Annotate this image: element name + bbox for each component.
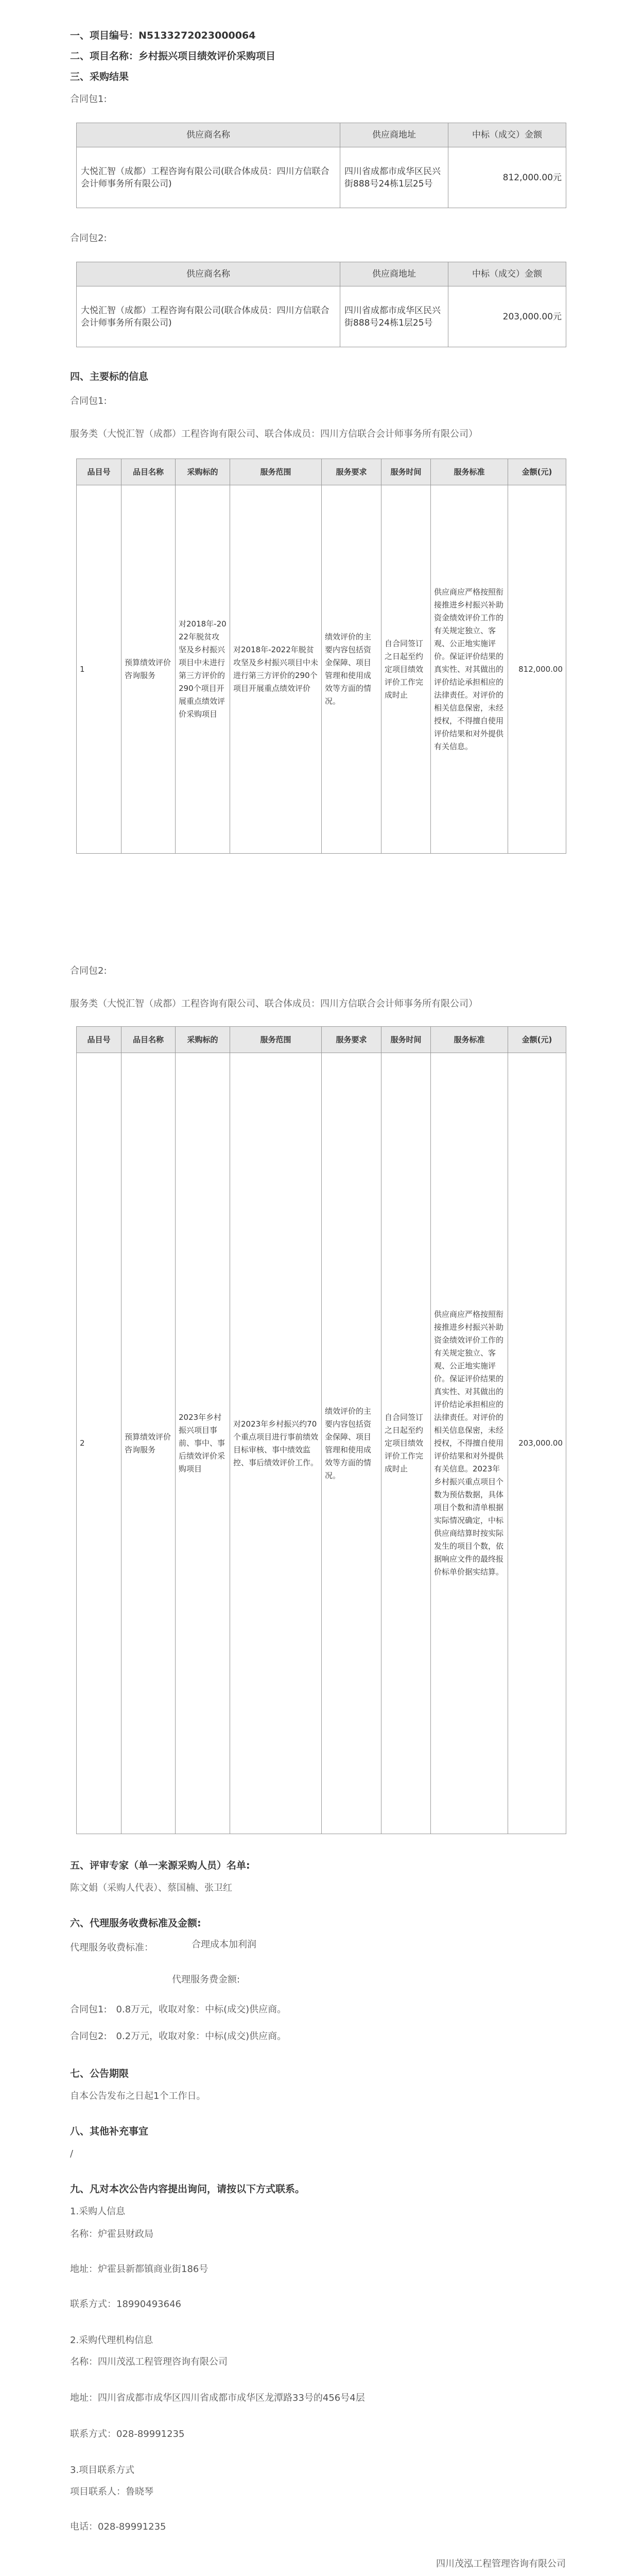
project-contact-person: 项目联系人：鲁晓琴 bbox=[70, 2486, 153, 2497]
agency-address: 地址：四川省成都市成华区四川省成都市成华区龙潭路33号的456号4层 bbox=[70, 2393, 365, 2403]
project-number-line bbox=[70, 29, 255, 42]
purchaser-address: 地址：炉霍县新都镇商业街186号 bbox=[70, 2264, 208, 2275]
header-procurement-object: 采购标的 bbox=[176, 1027, 230, 1053]
target-service-line-2: 服务类（大悦汇智（成都）工程咨询有限公司、联合体成员：四川方信联合会计师事务所有限公司） bbox=[70, 998, 478, 1009]
section-title-other: 八、其他补充事宜 bbox=[70, 2126, 149, 2137]
agency-title: 2.采购代理机构信息 bbox=[70, 2335, 153, 2346]
header-procurement-object: 采购标的 bbox=[176, 459, 230, 485]
fee-package-1: 合同包1: 0.8万元，收取对象：中标(成交)供应商。 bbox=[70, 2004, 287, 2015]
target-table-header bbox=[77, 1027, 566, 1053]
result-row bbox=[77, 147, 566, 208]
purchaser-phone: 联系方式：18990493646 bbox=[70, 2299, 181, 2310]
project-name-line bbox=[70, 49, 275, 63]
result-table-header bbox=[77, 262, 566, 286]
header-item-name: 品目名称 bbox=[121, 1027, 176, 1053]
fee-standard-label: 代理服务收费标准： bbox=[70, 1942, 153, 1953]
supplier-name: 大悦汇智（成都）工程咨询有限公司(联合体成员：四川方信联合会计师事务所有限公司) bbox=[77, 147, 340, 208]
result-table-package-2 bbox=[76, 262, 566, 347]
fee-standard-value: 合理成本加利润 bbox=[192, 1939, 256, 1950]
experts-list: 陈文娟（采购人代表）、蔡国楠、张卫红 bbox=[70, 1883, 232, 1893]
header-service-requirement: 服务要求 bbox=[322, 459, 381, 485]
signature-org: 四川茂泓工程管理咨询有限公司 bbox=[436, 2558, 566, 2569]
project-number-label: 一、项目编号： bbox=[70, 30, 139, 41]
header-supplier-name: 供应商名称 bbox=[77, 262, 340, 286]
section-title-notice-period: 七、公告期限 bbox=[70, 2068, 129, 2079]
target-row bbox=[77, 485, 566, 854]
target-package-1-label: 合同包1: bbox=[70, 396, 107, 406]
header-service-scope: 服务范围 bbox=[230, 1027, 322, 1053]
header-item-no: 品目号 bbox=[77, 1027, 121, 1053]
target-package-2-label: 合同包2: bbox=[70, 965, 107, 976]
header-supplier-name: 供应商名称 bbox=[77, 123, 340, 147]
result-table-package-1 bbox=[76, 123, 566, 208]
supplier-address: 四川省成都市成华区民兴街888号24栋1层25号 bbox=[340, 147, 448, 208]
item-time: 自合同签订之日起至约定项目绩效评价工作完成时止 bbox=[381, 485, 431, 854]
purchaser-title: 1.采购人信息 bbox=[70, 2206, 126, 2217]
item-requirement: 绩效评价的主要内容包括资金保障、项目管理和使用成效等方面的情况。 bbox=[322, 1053, 381, 1834]
item-object: 对2018年-2022年脱贫攻坚及乡村振兴项目中未进行第三方评价的290个项目开展重点绩效评价采购项目 bbox=[176, 485, 230, 854]
purchaser-name: 名称：炉霍县财政局 bbox=[70, 2229, 153, 2240]
item-amount: 203,000.00 bbox=[508, 1053, 566, 1834]
section-title-results: 三、采购结果 bbox=[70, 71, 129, 82]
header-amount: 金额(元) bbox=[508, 1027, 566, 1053]
item-time: 自合同签订之日起至约定项目绩效评价工作完成时止 bbox=[381, 1053, 431, 1834]
item-category: 预算绩效评价咨询服务 bbox=[121, 1053, 176, 1834]
header-award-amount: 中标（成交）金额 bbox=[448, 262, 566, 286]
supplier-name: 大悦汇智（成都）工程咨询有限公司(联合体成员：四川方信联合会计师事务所有限公司) bbox=[77, 286, 340, 347]
item-requirement: 绩效评价的主要内容包括资金保障、项目管理和使用成效等方面的情况。 bbox=[322, 485, 381, 854]
project-contact-phone: 电话：028-89991235 bbox=[70, 2521, 166, 2532]
header-item-name: 品目名称 bbox=[121, 459, 176, 485]
header-supplier-address: 供应商地址 bbox=[340, 123, 448, 147]
target-table-package-2 bbox=[76, 1026, 566, 1834]
header-award-amount: 中标（成交）金额 bbox=[448, 123, 566, 147]
item-scope: 对2018年-2022年脱贫攻坚及乡村振兴项目中未进行第三方评价的290个项目开展重点绩效评价 bbox=[230, 485, 322, 854]
header-service-scope: 服务范围 bbox=[230, 459, 322, 485]
header-supplier-address: 供应商地址 bbox=[340, 262, 448, 286]
section-title-experts: 五、评审专家（单一来源采购人员）名单: bbox=[70, 1860, 250, 1871]
target-table-header bbox=[77, 459, 566, 485]
section-title-targets: 四、主要标的信息 bbox=[70, 371, 149, 382]
item-no: 1 bbox=[77, 485, 121, 854]
item-category: 预算绩效评价咨询服务 bbox=[121, 485, 176, 854]
notice-period: 自本公告发布之日起1个工作日。 bbox=[70, 2091, 206, 2102]
item-standard: 供应商应严格按照衔接推进乡村振兴补助资金绩效评价工作的有关规定独立、客观、公正地实施评价。保证评价结果的真实性、对其做出的评价结论承担相应的法律责任。对评价的相关信息保密，未经授权，不得擅自使用评价结果和对外提供有关信息。2023年乡村振兴重点项目个数为预估数据，具体项目个数和清单根据实际情况确定，中标供应商结算时按实际发生的项目个数，依据响应文件的最终报价标单价据实结算。 bbox=[431, 1053, 508, 1834]
section-title-contacts: 九、凡对本次公告内容提出询问，请按以下方式联系。 bbox=[70, 2183, 305, 2195]
item-standard: 供应商应严格按照衔接推进乡村振兴补助资金绩效评价工作的有关规定独立、客观、公正地实施评价。保证评价结果的真实性、对其做出的评价结论承担相应的法律责任。对评价的相关信息保密，未经授权，不得擅自使用评价结果和对外提供有关信息。 bbox=[431, 485, 508, 854]
target-service-line-1: 服务类（大悦汇智（成都）工程咨询有限公司、联合体成员：四川方信联合会计师事务所有限公司） bbox=[70, 429, 478, 439]
target-row bbox=[77, 1053, 566, 1834]
result-row bbox=[77, 286, 566, 347]
project-name-label: 二、项目名称： bbox=[70, 50, 139, 62]
header-item-no: 品目号 bbox=[77, 459, 121, 485]
target-table-package-1 bbox=[76, 459, 566, 854]
fee-package-2: 合同包2: 0.2万元，收取对象：中标(成交)供应商。 bbox=[70, 2031, 287, 2042]
award-amount: 812,000.00元 bbox=[448, 147, 566, 208]
item-amount: 812,000.00 bbox=[508, 485, 566, 854]
fee-amount-label: 代理服务费金额: bbox=[172, 1974, 240, 1985]
result-table-header bbox=[77, 123, 566, 147]
item-no: 2 bbox=[77, 1053, 121, 1834]
header-service-standard: 服务标准 bbox=[431, 459, 508, 485]
header-service-time: 服务时间 bbox=[381, 459, 431, 485]
project-number-value: N5133272023000064 bbox=[138, 30, 256, 41]
header-service-time: 服务时间 bbox=[381, 1027, 431, 1053]
supplier-address: 四川省成都市成华区民兴街888号24栋1层25号 bbox=[340, 286, 448, 347]
other-matters: / bbox=[70, 2148, 74, 2159]
header-service-requirement: 服务要求 bbox=[322, 1027, 381, 1053]
result-package-1-label: 合同包1: bbox=[70, 94, 107, 105]
header-amount: 金额(元) bbox=[508, 459, 566, 485]
project-contact-title: 3.项目联系方式 bbox=[70, 2465, 135, 2476]
header-service-standard: 服务标准 bbox=[431, 1027, 508, 1053]
result-package-2-label: 合同包2: bbox=[70, 233, 107, 244]
project-name-value: 乡村振兴项目绩效评价采购项目 bbox=[138, 50, 276, 62]
agency-name: 名称：四川茂泓工程管理咨询有限公司 bbox=[70, 2357, 228, 2367]
agency-phone: 联系方式：028-89991235 bbox=[70, 2429, 185, 2439]
item-scope: 对2023年乡村振兴约70个重点项目进行事前绩效目标审核、事中绩效监控、事后绩效评价工作。 bbox=[230, 1053, 322, 1834]
section-title-fees: 六、代理服务收费标准及金额: bbox=[70, 1918, 201, 1929]
item-object: 2023年乡村振兴项目事前、事中、事后绩效评价采购项目 bbox=[176, 1053, 230, 1834]
award-amount: 203,000.00元 bbox=[448, 286, 566, 347]
